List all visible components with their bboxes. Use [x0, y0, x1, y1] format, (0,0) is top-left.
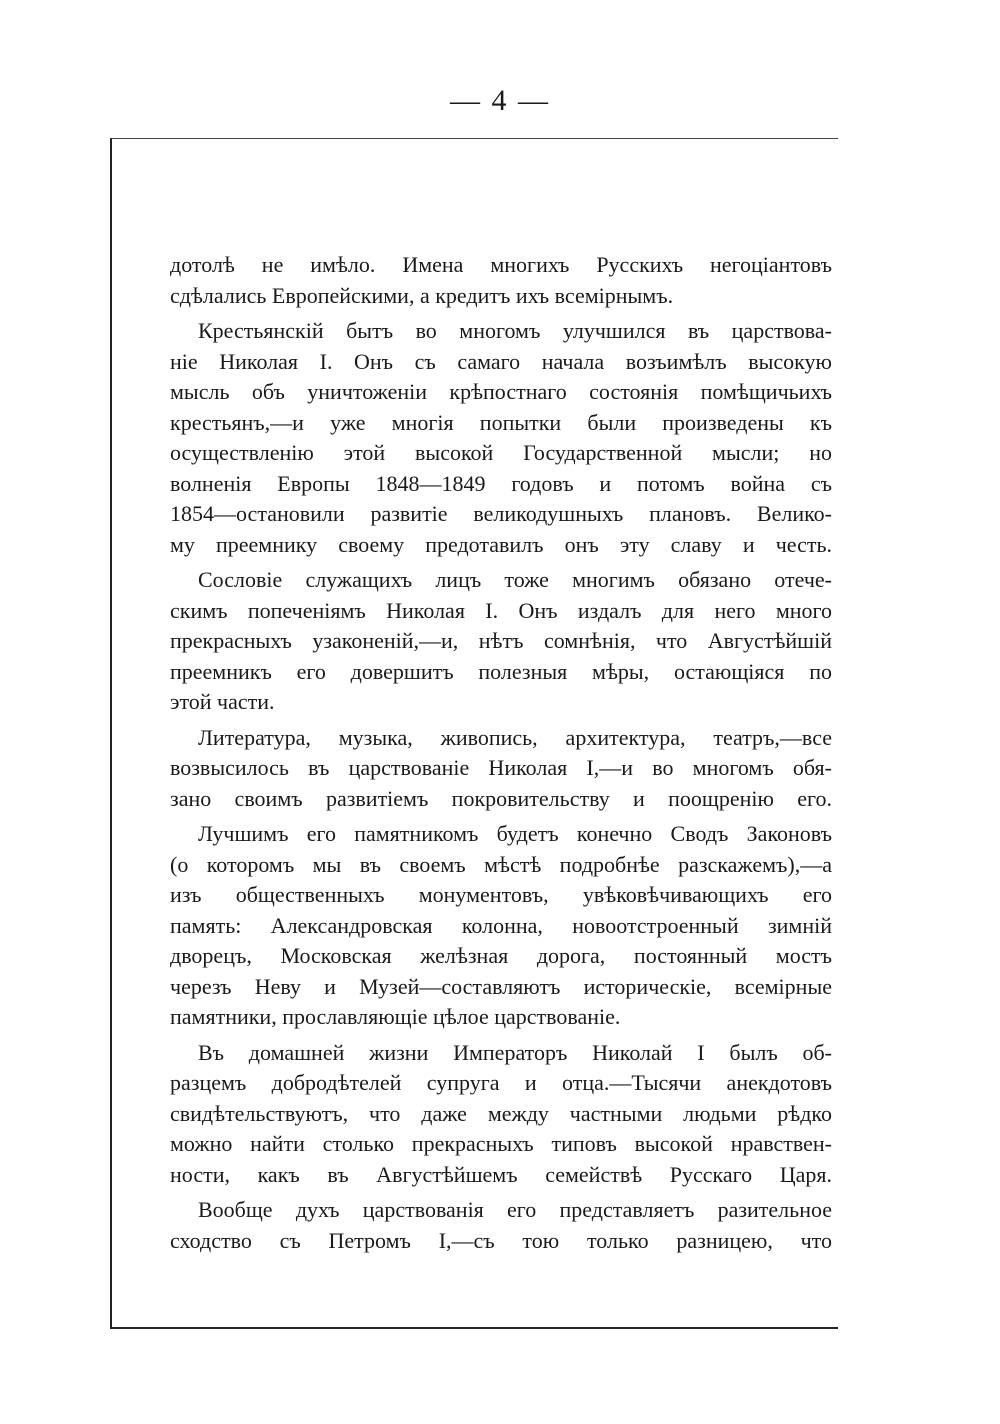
text-line: зано своимъ развитіемъ покровительству и поощренію его. — [170, 785, 832, 811]
body-text — [170, 250, 832, 1256]
paragraph — [170, 250, 832, 311]
text-line: ніе Николая I. Онъ съ самаго начала возъимѣлъ высокую — [170, 348, 832, 374]
text-line: сдѣлались Европейскими, а кредитъ ихъ всемірнымъ. — [170, 282, 674, 308]
text-line: дворецъ, Московская желѣзная дорога, постоянный мостъ — [170, 943, 832, 968]
text-line: черезъ Неву и Музей—составляютъ историческіе, всемірные — [170, 973, 832, 999]
text-line: преемникъ его довершитъ полезныя мѣры, остающіяся по — [170, 658, 832, 684]
paragraph — [170, 1038, 832, 1191]
paragraph — [170, 565, 832, 718]
text-line: Литература, музыка, живопись, архитектура, театръ,—все — [198, 724, 832, 750]
text-line: волненія Европы 1848—1849 годовъ и потомъ война съ — [170, 470, 832, 496]
text-line: 1854—остановили развитіе великодушныхъ плановъ. Велико- — [170, 501, 832, 526]
text-line: свидѣтельствуютъ, что даже между частными людьми рѣдко — [170, 1100, 832, 1126]
text-line: му преемнику своему предотавилъ онъ эту славу и честь. — [170, 531, 832, 557]
paragraph — [170, 819, 832, 1033]
text-line: дотолѣ не имѣло. Имена многихъ Русскихъ негоціантовъ — [170, 252, 832, 277]
text-line: прекрасныхъ узаконеній,—и, нѣтъ сомнѣнія, что Августѣйшій — [170, 628, 832, 653]
paragraph — [170, 1195, 832, 1256]
text-line: сходство съ Петромъ I,—съ тою только разницею, что — [170, 1227, 832, 1253]
text-line: память: Александровская колонна, новоотстроенный зимній — [170, 912, 832, 938]
text-line: памятники, прославляющіе цѣлое царствованіе. — [170, 1004, 621, 1029]
text-line: Вообще духъ царствованія его представляетъ разительное — [198, 1197, 832, 1222]
text-line: можно найти столько прекрасныхъ типовъ высокой нравствен- — [170, 1131, 832, 1156]
text-line: Сословіе служащихъ лицъ тоже многимъ обязано отече- — [198, 567, 832, 592]
text-line: Крестьянскій бытъ во многомъ улучшился въ царствова- — [198, 318, 832, 343]
text-line: ности, какъ въ Августѣйшемъ семействѣ Русскаго Царя. — [170, 1161, 832, 1187]
text-line: изъ общественныхъ монументовъ, увѣковѣчивающихъ его — [170, 882, 832, 907]
page-number: — 4 — — [450, 84, 550, 117]
text-line: мысль объ уничтоженіи крѣпостнаго состоянія помѣщичьихъ — [170, 379, 832, 404]
text-line: скимъ попеченіямъ Николая I. Онъ издалъ для него много — [170, 597, 832, 623]
text-line: Въ домашней жизни Императоръ Николай I былъ об- — [198, 1039, 832, 1065]
text-line: этой части. — [170, 689, 275, 714]
text-line: осуществленію этой высокой Государственной мысли; но — [170, 440, 832, 465]
text-line: возвысилось въ царствованіе Николая I,—и во многомъ обя- — [170, 755, 832, 780]
text-line: Лучшимъ его памятникомъ будетъ конечно Сводъ Законовъ — [198, 821, 832, 846]
paragraph — [170, 316, 832, 560]
text-line: крестьянъ,—и уже многія попытки были произведены къ — [170, 409, 832, 435]
text-line: (о которомъ мы въ своемъ мѣстѣ подробнѣе разскажемъ),—а — [170, 851, 832, 877]
text-line: разцемъ добродѣтелей супруга и отца.—Тысячи анекдотовъ — [170, 1070, 832, 1095]
paragraph — [170, 723, 832, 815]
